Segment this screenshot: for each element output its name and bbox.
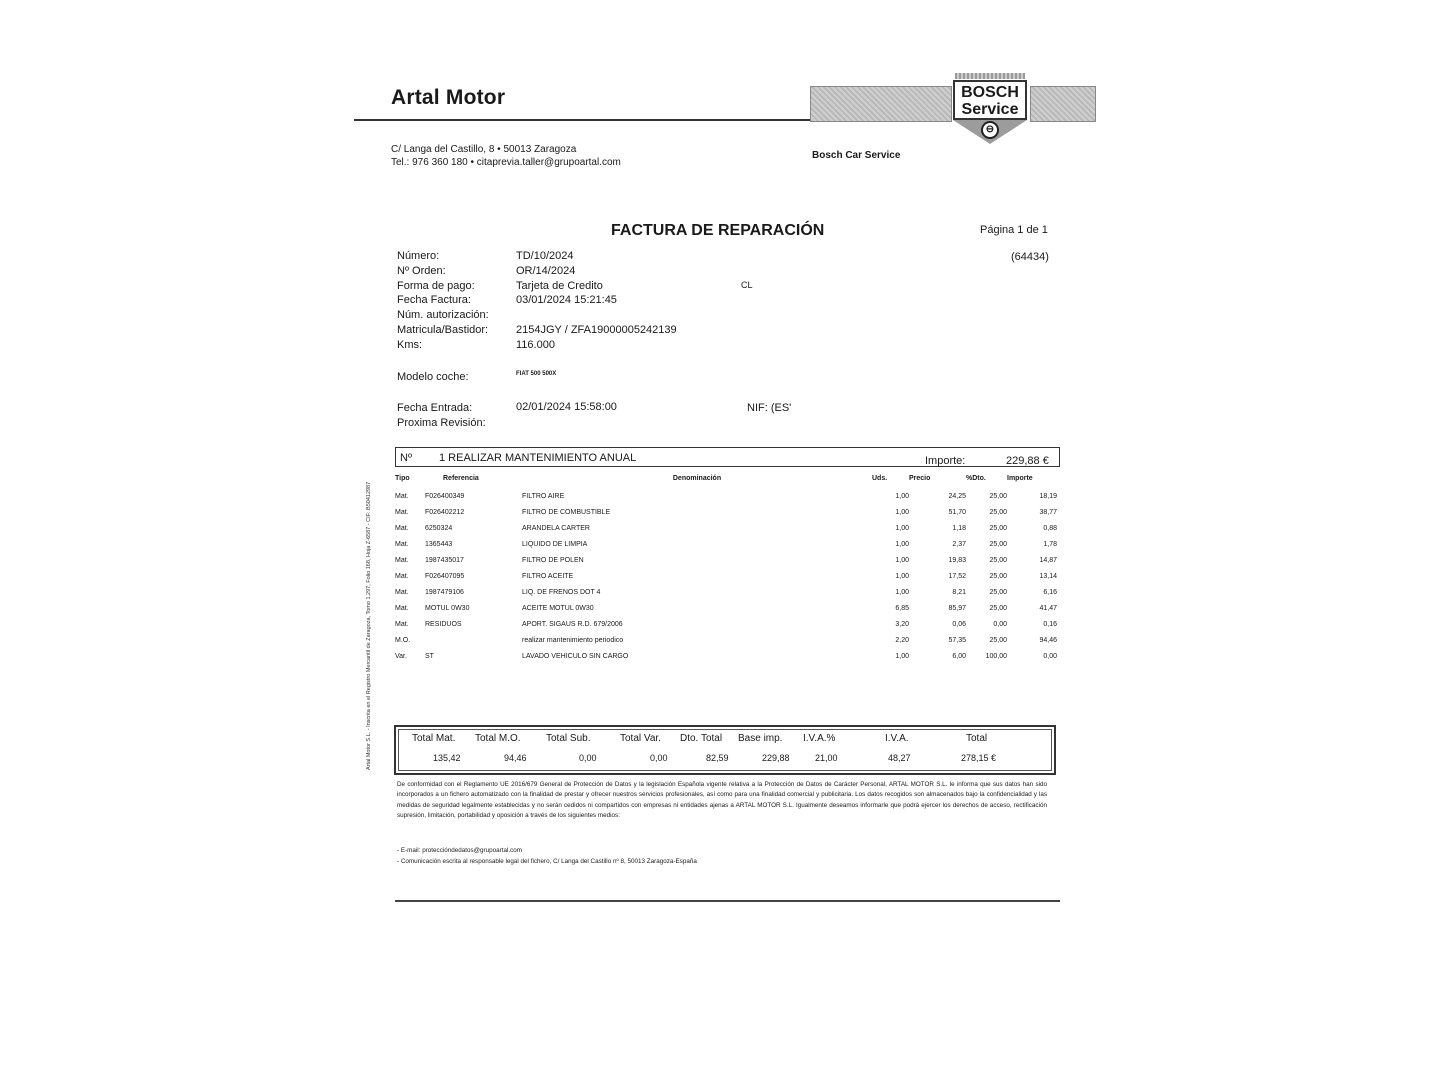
cell-tipo: Mat.: [395, 492, 409, 500]
field-label: Núm. autorización:: [397, 309, 489, 322]
cell-importe: 13,14: [1039, 572, 1057, 580]
cell-importe: 94,46: [1039, 636, 1057, 644]
header-grey-band-left: [810, 86, 952, 122]
table-row: [395, 648, 1057, 664]
cell-tipo: Var.: [395, 652, 407, 660]
cell-dto: 25,00: [989, 540, 1007, 548]
header-rule: [354, 119, 810, 121]
dto-total-label: Dto. Total: [680, 733, 723, 744]
cell-uds: 1,00: [895, 508, 909, 516]
cell-dto: 25,00: [989, 572, 1007, 580]
cell-denominacion: ACEITE MOTUL 0W30: [522, 604, 594, 612]
cell-referencia: 1365443: [425, 540, 453, 548]
col-header-dto: %Dto.: [966, 474, 986, 482]
total-mat-label: Total Mat.: [412, 733, 456, 744]
total-mo-value: 94,46: [504, 753, 527, 763]
cell-importe: 6,16: [1043, 588, 1057, 596]
cell-tipo: Mat.: [395, 620, 409, 628]
field-value: 2154JGY / ZFA19000005242139: [516, 323, 677, 336]
cell-precio: 51,70: [948, 508, 966, 516]
cell-importe: 1,78: [1043, 540, 1057, 548]
bosch-logo-line1: BOSCH: [961, 84, 1019, 101]
cell-referencia: 1987435017: [425, 556, 464, 564]
cell-tipo: Mat.: [395, 508, 409, 516]
cell-tipo: Mat.: [395, 604, 409, 612]
invoice-title: FACTURA DE REPARACIÓN: [611, 222, 825, 239]
cell-tipo: Mat.: [395, 572, 409, 580]
entrada-label: Fecha Entrada:: [397, 402, 473, 414]
job-number-label: Nº: [400, 452, 412, 464]
cell-precio: 85,97: [948, 604, 966, 612]
field-label: Nº Orden:: [397, 264, 446, 277]
modelo-value: FIAT 500 500X: [516, 371, 557, 377]
cell-denominacion: realizar mantenimiento periodico: [522, 636, 624, 644]
cell-precio: 6,00: [952, 652, 966, 660]
cell-precio: 17,52: [948, 572, 966, 580]
job-importe-value: 229,88 €: [1006, 455, 1049, 467]
cell-referencia: [425, 632, 522, 648]
cell-uds: 1,00: [895, 588, 909, 596]
cell-dto: 25,00: [989, 524, 1007, 532]
table-row: [395, 584, 1057, 600]
cell-importe: 0,00: [1043, 652, 1057, 660]
table-row: [395, 568, 1057, 584]
table-row: [395, 552, 1057, 568]
col-header-importe: Importe: [1007, 474, 1033, 482]
field-label: Fecha Factura:: [397, 294, 471, 307]
table-row: [395, 616, 1057, 632]
privacy-contact: [397, 845, 697, 867]
privacy-postal: - Comunicación escrita al responsable legal del fichero, C/ Langa del Castillo nº 8, 50013 Zaragoza-España: [397, 858, 697, 865]
cell-tipo: Mat.: [395, 540, 409, 548]
total-sub-label: Total Sub.: [546, 733, 591, 744]
cell-uds: 1,00: [895, 556, 909, 564]
cell-precio: 1,18: [952, 524, 966, 532]
cell-denominacion: LAVADO VEHICULO SIN CARGO: [522, 652, 629, 660]
base-imp-value: 229,88: [762, 753, 790, 763]
col-header-tipo: Tipo: [395, 474, 410, 482]
iva-pct-label: I.V.A.%: [803, 733, 836, 744]
cell-precio: 57,35: [948, 636, 966, 644]
registry-side-text: Artal Motor S.L. - Inscrita en el Registro Mercantil de Zaragoza, Tomo 1.297, Folio 168, Hoja Z-6587 - CIF: B50412987: [366, 481, 372, 770]
cell-importe: 18,19: [1039, 492, 1057, 500]
footer-rule: [395, 900, 1060, 902]
field-value: 03/01/2024 15:21:45: [516, 294, 617, 307]
cell-dto: 0,00: [993, 620, 1007, 628]
cell-uds: 3,20: [895, 620, 909, 628]
modelo-label: Modelo coche:: [397, 371, 469, 383]
cell-precio: 24,25: [948, 492, 966, 500]
cell-denominacion: LIQ. DE FRENOS DOT 4: [522, 588, 601, 596]
table-row: [395, 536, 1057, 552]
cell-denominacion: FILTRO AIRE: [522, 492, 565, 500]
cell-referencia: MOTUL 0W30: [425, 604, 470, 612]
cell-precio: 8,21: [952, 588, 966, 596]
cell-referencia: F026407095: [425, 572, 465, 580]
cell-dto: 25,00: [989, 604, 1007, 612]
table-row: [395, 504, 1057, 520]
cell-referencia: RESIDUOS: [425, 620, 462, 628]
cell-referencia: ST: [425, 652, 434, 660]
job-importe-label: Importe:: [925, 455, 966, 467]
cell-precio: 2,37: [952, 540, 966, 548]
cell-referencia: 1987479106: [425, 588, 464, 596]
cell-tipo: Mat.: [395, 556, 409, 564]
cell-uds: 1,00: [895, 540, 909, 548]
col-header-precio: Precio: [909, 474, 931, 482]
entrada-labels: [397, 401, 486, 431]
table-row: [395, 488, 1057, 504]
total-label: Total: [966, 733, 988, 744]
field-label: Número:: [397, 250, 440, 262]
invoice-lines-table: [395, 472, 1057, 664]
company-address: [391, 143, 621, 169]
col-header-denominacion: Denominación: [672, 474, 722, 482]
field-label: Kms:: [397, 338, 423, 351]
cell-uds: 1,00: [895, 492, 909, 500]
cell-denominacion: FILTRO DE COMBUSTIBLE: [522, 508, 611, 516]
table-row: [395, 632, 1057, 648]
cell-importe: 0,16: [1043, 620, 1057, 628]
table-header-row: [395, 472, 1057, 488]
iva-label: I.V.A.: [885, 733, 909, 744]
cell-uds: 1,00: [895, 572, 909, 580]
cell-importe: 0,88: [1043, 524, 1057, 532]
field-value: TD/10/2024: [516, 250, 574, 262]
cell-dto: 25,00: [989, 636, 1007, 644]
cell-referencia: F026400349: [425, 492, 465, 500]
bosch-armature-icon: ⊖: [981, 121, 999, 139]
revision-label: Proxima Revisión:: [397, 417, 486, 429]
cell-referencia: F026402212: [425, 508, 465, 516]
field-value: OR/14/2024: [516, 264, 576, 277]
field-value: 116.000: [516, 338, 555, 351]
cell-tipo: Mat.: [395, 588, 409, 596]
cell-denominacion: ARANDELA CARTER: [522, 524, 590, 532]
privacy-notice: De conformidad con el Reglamento UE 2016/679 General de Protección de Datos y la legislación Española vigente relativa a la Protección de Datos de Carácter Personal, ARTAL MOTOR S.L. le informa que sus datos han sido incorporados a un fichero automatizado con la finalidad de prestar y ofrecer nuestros servicios profesionales, así como para una finalidad comercial y publicitaria. Los datos recogidos son almacenados bajo la confidencialidad y las medidas de seguridad legalmente establecidas y no serán cedidos ni compartidos con empresas ni entidades ajenas a ARTAL MOTOR S.L. Igualmente deseamos informarle que podrá ejercer los derechos de acceso, rectificación supresión, limitación, portabilidad y oposición a través de los siguientes medios:: [397, 781, 1047, 820]
total-mat-value: 135,42: [433, 753, 461, 763]
cell-importe: 14,87: [1039, 556, 1057, 564]
address-line-2: Tel.: 976 360 180 • citaprevia.taller@grupoartal.com: [391, 157, 621, 168]
bosch-service-logo: [953, 80, 1027, 120]
cell-uds: 6,85: [895, 604, 909, 612]
cell-precio: 19,83: [948, 556, 966, 564]
cell-dto: 100,00: [985, 652, 1007, 660]
bosch-stripe: [955, 73, 1025, 79]
bosch-logo-line2: Service: [961, 101, 1019, 118]
header-grey-band-right: [1030, 86, 1096, 122]
cell-dto: 25,00: [989, 588, 1007, 596]
cell-precio: 0,06: [952, 620, 966, 628]
col-header-uds: Uds.: [872, 474, 888, 482]
total-mo-label: Total M.O.: [475, 733, 521, 744]
cell-uds: 1,00: [895, 524, 909, 532]
dto-total-value: 82,59: [706, 753, 729, 763]
cell-tipo: Mat.: [395, 524, 409, 532]
table-row: [395, 520, 1057, 536]
entrada-value: 02/01/2024 15:58:00: [516, 401, 617, 413]
iva-pct-value: 21,00: [815, 753, 838, 763]
base-imp-label: Base imp.: [738, 733, 783, 744]
table-row: [395, 600, 1057, 616]
cell-tipo: M.O.: [395, 636, 411, 644]
cell-importe: 41,47: [1039, 604, 1057, 612]
invoice-lines-body: [395, 488, 1057, 664]
field-label: Matricula/Bastidor:: [397, 323, 489, 336]
privacy-email: - E-mail: proteccióndedatos@grupoartal.com: [397, 847, 523, 854]
job-description: 1 REALIZAR MANTENIMIENTO ANUAL: [439, 452, 637, 464]
address-line-1: C/ Langa del Castillo, 8 • 50013 Zaragoza: [391, 144, 577, 155]
cell-denominacion: LIQUIDO DE LIMPIA: [522, 540, 588, 548]
total-var-value: 0,00: [650, 753, 668, 763]
cell-denominacion: FILTRO ACEITE: [522, 572, 574, 580]
cell-dto: 25,00: [989, 556, 1007, 564]
total-sub-value: 0,00: [579, 753, 597, 763]
nif-field: NIF: (ES': [747, 402, 792, 414]
iva-value: 48,27: [888, 753, 911, 763]
total-var-label: Total Var.: [620, 733, 661, 744]
invoice-reference: (64434): [1011, 251, 1049, 263]
page-indicator: Página 1 de 1: [980, 224, 1048, 236]
company-name: Artal Motor: [391, 86, 506, 109]
bosch-caption: Bosch Car Service: [812, 150, 901, 161]
cell-importe: 38,77: [1039, 508, 1057, 516]
col-header-referencia: Referencia: [443, 474, 479, 482]
field-label: Forma de pago:: [397, 279, 475, 292]
total-value: 278,15 €: [961, 753, 997, 763]
cell-uds: 2,20: [895, 636, 909, 644]
cell-dto: 25,00: [989, 492, 1007, 500]
cell-denominacion: FILTRO DE POLEN: [522, 556, 584, 564]
cell-uds: 1,00: [895, 652, 909, 660]
cell-dto: 25,00: [989, 508, 1007, 516]
field-value: Tarjeta de Credito: [516, 279, 603, 292]
cell-denominacion: APORT. SIGAUS R.D. 679/2006: [522, 620, 623, 628]
cell-referencia: 6250324: [425, 524, 453, 532]
payment-code: CL: [741, 280, 753, 290]
